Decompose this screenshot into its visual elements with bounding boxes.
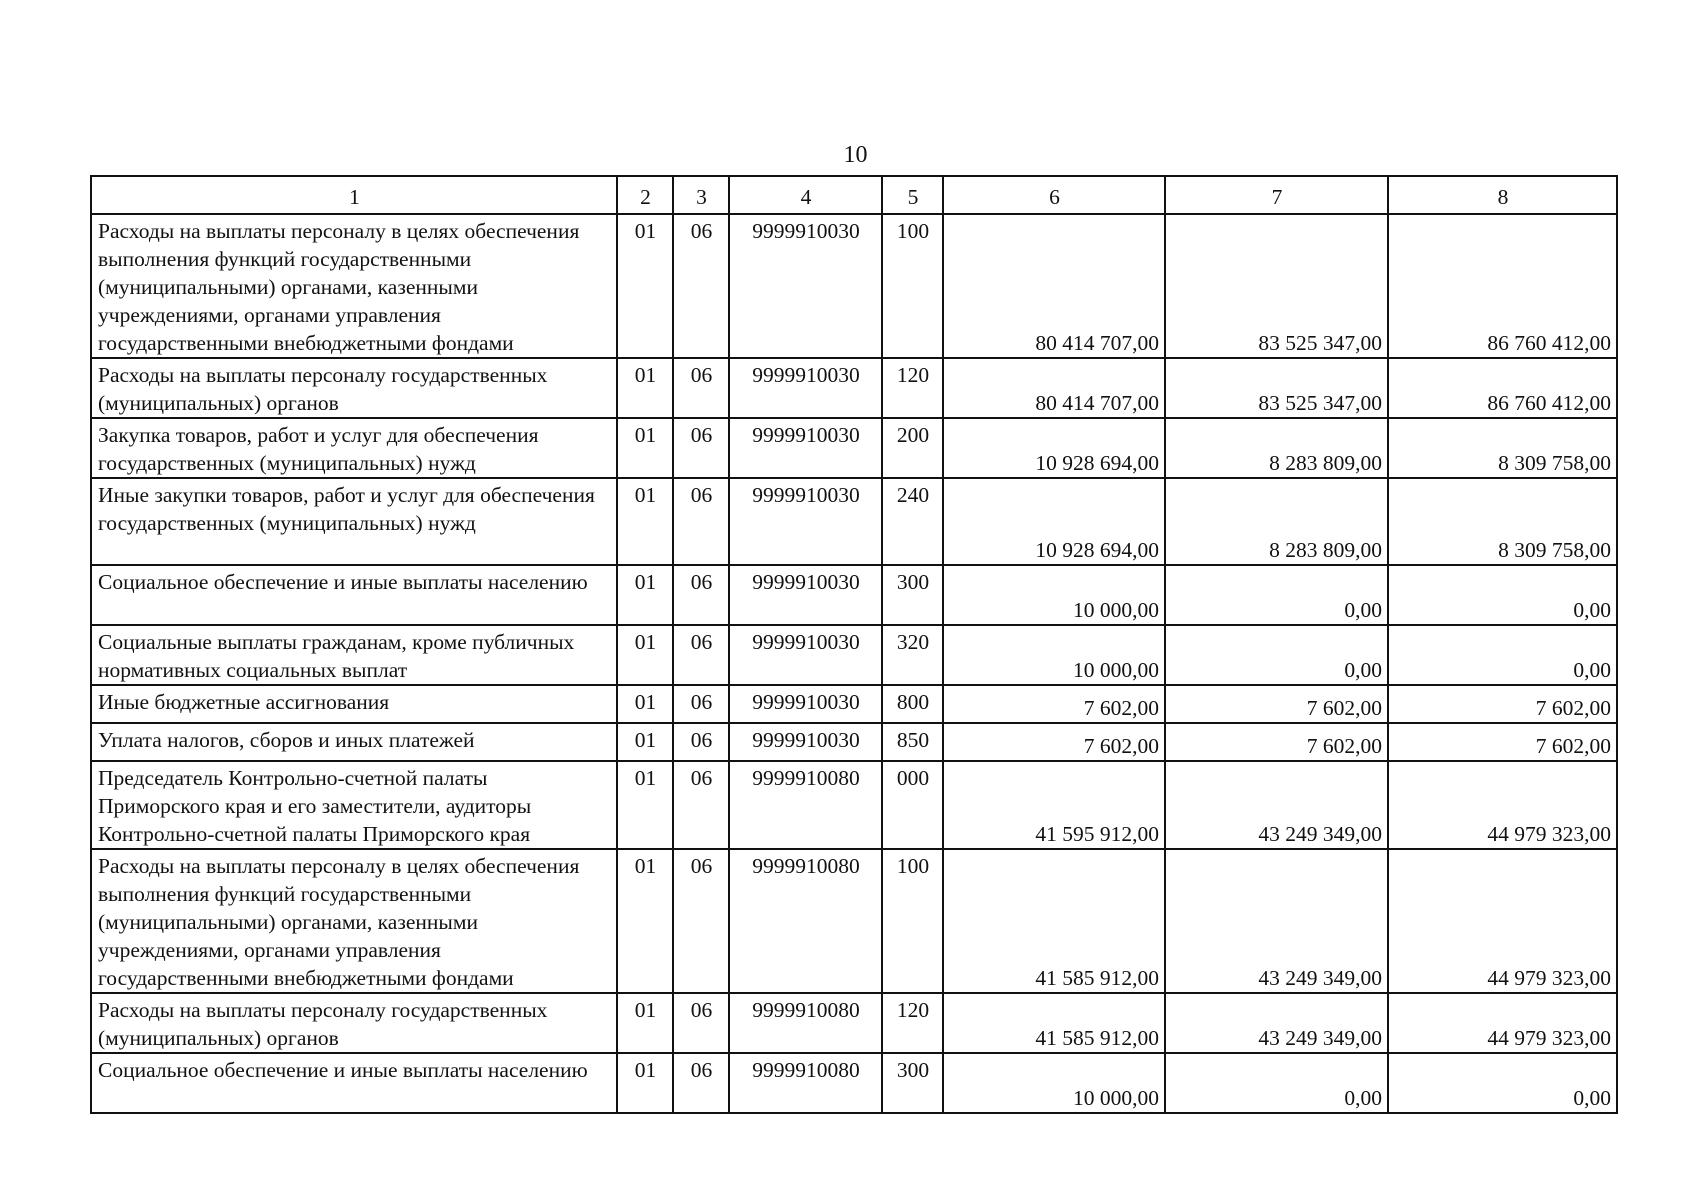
amount-col-7: 8 283 809,00 [1165,478,1388,565]
amount-col-8: 0,00 [1388,565,1617,625]
expense-type-code: 000 [882,761,943,849]
amount-col-8: 7 602,00 [1388,723,1617,761]
column-header: 4 [729,176,882,214]
amount-col-8: 0,00 [1388,1053,1617,1113]
subsection-code: 06 [673,478,729,565]
section-code: 01 [617,214,673,358]
amount-col-7: 0,00 [1165,565,1388,625]
section-code: 01 [617,849,673,993]
row-name: Иные закупки товаров, работ и услуг для обеспечения государственных (муниципальных) нужд [91,478,617,565]
amount-col-7: 43 249 349,00 [1165,761,1388,849]
subsection-code: 06 [673,358,729,418]
table-row [91,761,1617,849]
subsection-code: 06 [673,723,729,761]
amount-col-6: 41 595 912,00 [943,761,1165,849]
column-header: 5 [882,176,943,214]
expense-type-code: 300 [882,1053,943,1113]
amount-col-6: 10 000,00 [943,565,1165,625]
amount-col-7: 7 602,00 [1165,723,1388,761]
amount-col-8: 44 979 323,00 [1388,993,1617,1053]
table-row [91,723,1617,761]
target-article-code: 9999910080 [729,1053,882,1113]
row-name: Расходы на выплаты персоналу государственных (муниципальных) органов [91,358,617,418]
table-row [91,478,1617,565]
section-code: 01 [617,358,673,418]
expense-type-code: 100 [882,214,943,358]
amount-col-8: 0,00 [1388,625,1617,685]
column-header: 7 [1165,176,1388,214]
section-code: 01 [617,418,673,478]
amount-col-7: 0,00 [1165,1053,1388,1113]
expense-type-code: 320 [882,625,943,685]
target-article-code: 9999910030 [729,685,882,723]
table-row [91,849,1617,993]
target-article-code: 9999910030 [729,625,882,685]
target-article-code: 9999910030 [729,358,882,418]
subsection-code: 06 [673,418,729,478]
amount-col-7: 43 249 349,00 [1165,849,1388,993]
subsection-code: 06 [673,849,729,993]
table-row [91,418,1617,478]
table-row [91,1053,1617,1113]
expense-type-code: 300 [882,565,943,625]
amount-col-8: 8 309 758,00 [1388,478,1617,565]
target-article-code: 9999910030 [729,723,882,761]
amount-col-7: 83 525 347,00 [1165,214,1388,358]
row-name: Социальное обеспечение и иные выплаты населению [91,1053,617,1113]
amount-col-8: 44 979 323,00 [1388,849,1617,993]
subsection-code: 06 [673,625,729,685]
table-row [91,565,1617,625]
row-name: Расходы на выплаты персоналу в целях обеспечения выполнения функций государственными (муниципальными) органами, казенными учреждениями, органами управления государственными внебюджетными фондами [91,849,617,993]
row-name: Председатель Контрольно-счетной палаты Приморского края и его заместители, аудиторы Контрольно-счетной палаты Приморского края [91,761,617,849]
row-name: Иные бюджетные ассигнования [91,685,617,723]
expense-type-code: 200 [882,418,943,478]
target-article-code: 9999910030 [729,418,882,478]
section-code: 01 [617,1053,673,1113]
column-header: 6 [943,176,1165,214]
amount-col-6: 10 000,00 [943,1053,1165,1113]
table-row [91,625,1617,685]
amount-col-6: 10 000,00 [943,625,1165,685]
row-name: Расходы на выплаты персоналу государственных (муниципальных) органов [91,993,617,1053]
row-name: Социальное обеспечение и иные выплаты населению [91,565,617,625]
expense-type-code: 800 [882,685,943,723]
subsection-code: 06 [673,565,729,625]
row-name: Закупка товаров, работ и услуг для обеспечения государственных (муниципальных) нужд [91,418,617,478]
section-code: 01 [617,565,673,625]
target-article-code: 9999910030 [729,565,882,625]
subsection-code: 06 [673,761,729,849]
amount-col-6: 41 585 912,00 [943,849,1165,993]
amount-col-7: 8 283 809,00 [1165,418,1388,478]
section-code: 01 [617,625,673,685]
table-row [91,358,1617,418]
row-name: Расходы на выплаты персоналу в целях обеспечения выполнения функций государственными (муниципальными) органами, казенными учреждениями, органами управления государственными внебюджетными фондами [91,214,617,358]
amount-col-8: 7 602,00 [1388,685,1617,723]
column-header: 3 [673,176,729,214]
amount-col-6: 10 928 694,00 [943,418,1165,478]
subsection-code: 06 [673,1053,729,1113]
amount-col-6: 10 928 694,00 [943,478,1165,565]
amount-col-8: 86 760 412,00 [1388,358,1617,418]
column-header: 1 [91,176,617,214]
amount-col-6: 80 414 707,00 [943,358,1165,418]
section-code: 01 [617,723,673,761]
expense-type-code: 850 [882,723,943,761]
amount-col-8: 86 760 412,00 [1388,214,1617,358]
page-number: 10 [843,142,868,168]
amount-col-6: 41 585 912,00 [943,993,1165,1053]
amount-col-7: 0,00 [1165,625,1388,685]
subsection-code: 06 [673,993,729,1053]
table-row [91,214,1617,358]
target-article-code: 9999910080 [729,761,882,849]
amount-col-6: 7 602,00 [943,723,1165,761]
expense-type-code: 100 [882,849,943,993]
row-name: Уплата налогов, сборов и иных платежей [91,723,617,761]
subsection-code: 06 [673,214,729,358]
table-row [91,685,1617,723]
section-code: 01 [617,993,673,1053]
section-code: 01 [617,685,673,723]
amount-col-8: 44 979 323,00 [1388,761,1617,849]
amount-col-6: 80 414 707,00 [943,214,1165,358]
section-code: 01 [617,761,673,849]
budget-table [90,175,1618,1114]
section-code: 01 [617,478,673,565]
amount-col-7: 83 525 347,00 [1165,358,1388,418]
amount-col-6: 7 602,00 [943,685,1165,723]
column-header: 2 [617,176,673,214]
target-article-code: 9999910080 [729,993,882,1053]
row-name: Социальные выплаты гражданам, кроме публичных нормативных социальных выплат [91,625,617,685]
column-header: 8 [1388,176,1617,214]
target-article-code: 9999910030 [729,214,882,358]
expense-type-code: 120 [882,358,943,418]
subsection-code: 06 [673,685,729,723]
table-row [91,993,1617,1053]
expense-type-code: 120 [882,993,943,1053]
amount-col-7: 43 249 349,00 [1165,993,1388,1053]
amount-col-7: 7 602,00 [1165,685,1388,723]
target-article-code: 9999910080 [729,849,882,993]
target-article-code: 9999910030 [729,478,882,565]
header-row [91,176,1617,214]
amount-col-8: 8 309 758,00 [1388,418,1617,478]
expense-type-code: 240 [882,478,943,565]
